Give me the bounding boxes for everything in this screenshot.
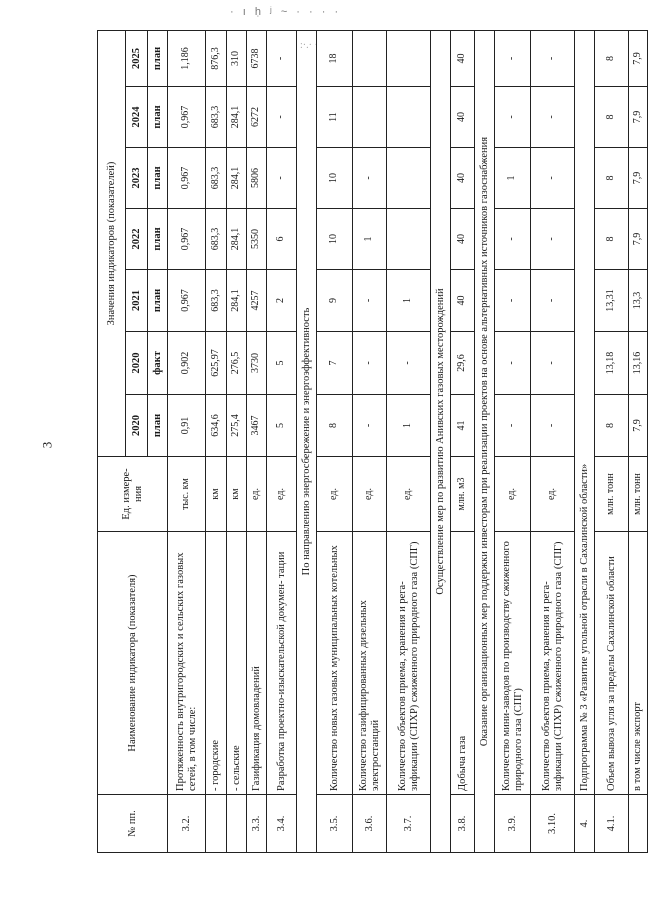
indicator-value: 13,31 <box>595 270 629 332</box>
indicator-value: - <box>495 395 531 457</box>
indicator-value: 1 <box>353 209 387 270</box>
indicator-value: 284,1 <box>227 209 247 270</box>
indicator-value: 7,9 <box>629 209 648 270</box>
table-row <box>317 31 353 853</box>
table-row <box>353 31 387 853</box>
indicator-value: 5 <box>267 332 297 395</box>
indicator-name: - сельские <box>227 532 247 795</box>
header-kind: план <box>148 395 168 457</box>
table-row <box>267 31 297 853</box>
rotated-table-wrapper <box>97 31 644 853</box>
row-number <box>227 795 247 853</box>
indicator-value: - <box>495 270 531 332</box>
row-number: 3.10. <box>531 795 575 853</box>
indicator-unit: млн. тонн <box>595 457 629 532</box>
indicator-value: 11 <box>317 87 353 148</box>
row-number: 3.2. <box>168 795 206 853</box>
indicator-value: 8 <box>595 148 629 209</box>
indicator-value: - <box>267 87 297 148</box>
indicator-value: - <box>495 332 531 395</box>
indicator-value: 683,3 <box>206 87 227 148</box>
indicator-value: 40 <box>451 209 475 270</box>
indicator-unit: км <box>227 457 247 532</box>
header-kind: план <box>148 31 168 87</box>
indicator-value: 41 <box>451 395 475 457</box>
indicator-value: 876,3 <box>206 31 227 87</box>
table-row <box>629 31 648 853</box>
indicator-value: 1 <box>387 270 431 332</box>
indicator-name: - городские <box>206 532 227 795</box>
indicator-value: 10 <box>317 148 353 209</box>
indicator-name: Количество мини-заводов по производству сжиженного природного газа (СПГ) <box>495 532 531 795</box>
indicator-value: 4257 <box>247 270 267 332</box>
row-number <box>629 795 648 853</box>
indicator-value: - <box>531 332 575 395</box>
indicator-value: 29,6 <box>451 332 475 395</box>
indicator-value: - <box>495 209 531 270</box>
row-number: 4. <box>575 795 595 853</box>
indicator-value: - <box>353 332 387 395</box>
indicator-name: Объем вывоза угля за пределы Сахалинской области <box>595 532 629 795</box>
indicator-value: 13,16 <box>629 332 648 395</box>
indicator-value: - <box>353 270 387 332</box>
indicator-name: Добыча газа <box>451 532 475 795</box>
indicator-unit: ед. <box>531 457 575 532</box>
indicator-name: Газификация домовладений <box>247 532 267 795</box>
indicator-value: 0,967 <box>168 209 206 270</box>
indicator-value: - <box>531 209 575 270</box>
table-row <box>431 31 451 853</box>
table-row <box>227 31 247 853</box>
indicator-value: 1 <box>387 395 431 457</box>
indicator-unit: ед. <box>247 457 267 532</box>
row-number: 3.3. <box>247 795 267 853</box>
header-kind: факт <box>148 332 168 395</box>
indicator-value: - <box>495 31 531 87</box>
indicator-value: - <box>495 87 531 148</box>
indicator-value <box>387 148 431 209</box>
indicator-value: 9 <box>317 270 353 332</box>
header-no: № пп. <box>98 795 168 853</box>
indicator-value: 3467 <box>247 395 267 457</box>
indicator-value: 7,9 <box>629 148 648 209</box>
indicator-value: 276,5 <box>227 332 247 395</box>
header-year: 2020 <box>126 395 148 457</box>
indicator-value: 5 <box>267 395 297 457</box>
table-row <box>247 31 267 853</box>
section-heading: Оказание организационных мер поддержки инвесторам при реализации проектов на основе альтернативных источников газоснабжения <box>475 31 495 853</box>
indicator-value: 683,3 <box>206 148 227 209</box>
indicator-value: 284,1 <box>227 270 247 332</box>
table-row <box>531 31 575 853</box>
indicator-value: 6272 <box>247 87 267 148</box>
indicator-value: 0,967 <box>168 148 206 209</box>
indicator-value: 10 <box>317 209 353 270</box>
indicator-value: 0,902 <box>168 332 206 395</box>
indicator-value: 683,3 <box>206 270 227 332</box>
indicator-name: в том числе экспорт <box>629 532 648 795</box>
indicator-value: 8 <box>595 209 629 270</box>
indicator-value: 8 <box>595 31 629 87</box>
indicator-value: 683,3 <box>206 209 227 270</box>
indicator-value: - <box>531 87 575 148</box>
indicator-value: 0,967 <box>168 270 206 332</box>
indicator-unit: ед. <box>267 457 297 532</box>
indicator-name: Количество газифицированных дизельных электростанций <box>353 532 387 795</box>
table-row <box>475 31 495 853</box>
header-values: Значения индикаторов (показателей) <box>98 31 126 457</box>
table-row <box>387 31 431 853</box>
indicator-value: 2 <box>267 270 297 332</box>
indicator-value <box>353 87 387 148</box>
indicator-value: 284,1 <box>227 148 247 209</box>
indicator-unit: ед. <box>353 457 387 532</box>
indicator-value <box>353 31 387 87</box>
indicator-value <box>387 31 431 87</box>
indicator-value: 0,967 <box>168 87 206 148</box>
indicator-value <box>387 87 431 148</box>
indicator-name: Количество объектов приема, хранения и рега- зификации (СПХР) сжиженного природного газа (СПГ) <box>387 532 431 795</box>
table-row <box>495 31 531 853</box>
indicator-value: - <box>353 395 387 457</box>
header-year: 2021 <box>126 270 148 332</box>
indicator-value: 8 <box>317 395 353 457</box>
indicator-unit: ед. <box>495 457 531 532</box>
header-year: 2022 <box>126 209 148 270</box>
indicator-value <box>387 209 431 270</box>
section-heading: По направлению энергосбережение и энергоэффективность <box>297 31 317 853</box>
indicator-unit: км <box>206 457 227 532</box>
indicator-value: 8 <box>595 87 629 148</box>
indicator-name: Разработка проектно-изыскательской докумен- тации <box>267 532 297 795</box>
indicator-value: - <box>267 31 297 87</box>
row-number: 3.7. <box>387 795 431 853</box>
indicator-value: 0,91 <box>168 395 206 457</box>
indicator-value: 13,3 <box>629 270 648 332</box>
scan-marks-2: :·.· · <box>300 40 318 51</box>
indicator-unit: ед. <box>317 457 353 532</box>
indicator-value: 8 <box>595 395 629 457</box>
row-number: 3.4. <box>267 795 297 853</box>
header-name: Наименование индикатора (показателя) <box>98 532 168 795</box>
program-heading: Подпрограмма № 3 «Развитие угольной отрасли в Сахалинской области» <box>575 31 595 795</box>
indicator-value: 275,4 <box>227 395 247 457</box>
indicator-name: Протяженность внутригородских и сельских газовых сетей, в том числе: <box>168 532 206 795</box>
row-number: 3.8. <box>451 795 475 853</box>
indicator-value: 1 <box>495 148 531 209</box>
row-number: 4.1. <box>595 795 629 853</box>
indicator-value: 6 <box>267 209 297 270</box>
indicator-value: 310 <box>227 31 247 87</box>
row-number <box>206 795 227 853</box>
header-kind: план <box>148 87 168 148</box>
indicator-value: 40 <box>451 270 475 332</box>
indicator-value: 284,1 <box>227 87 247 148</box>
header-kind: план <box>148 270 168 332</box>
indicator-value: 13,18 <box>595 332 629 395</box>
indicator-name: Количество объектов приема, хранения и рега- зификации (СПХР) сжиженного природного газа (СПГ) <box>531 532 575 795</box>
indicator-value: - <box>531 148 575 209</box>
indicator-value: - <box>531 395 575 457</box>
indicator-value: - <box>531 31 575 87</box>
indicator-value: 7,9 <box>629 87 648 148</box>
indicator-value: 7,9 <box>629 31 648 87</box>
row-number: 3.5. <box>317 795 353 853</box>
table-row <box>168 31 206 853</box>
table-row <box>575 31 595 853</box>
indicator-value: 6738 <box>247 31 267 87</box>
table-row <box>451 31 475 853</box>
indicator-value: 40 <box>451 148 475 209</box>
indicator-value: 40 <box>451 87 475 148</box>
indicator-value: 634,6 <box>206 395 227 457</box>
indicator-value: 3730 <box>247 332 267 395</box>
header-kind: план <box>148 148 168 209</box>
section-heading: Осуществление мер по развитию Анивских газовых месторождений <box>431 31 451 853</box>
header-year: 2020 <box>126 332 148 395</box>
page-number: 3 <box>39 441 55 449</box>
indicator-unit: тыс. км <box>168 457 206 532</box>
indicator-name: Количество новых газовых муниципальных котельных <box>317 532 353 795</box>
header-kind: план <box>148 209 168 270</box>
indicator-value: 7 <box>317 332 353 395</box>
table-row <box>595 31 629 853</box>
header-year: 2023 <box>126 148 148 209</box>
indicator-value: 1,186 <box>168 31 206 87</box>
indicator-unit: млн. тонн <box>629 457 648 532</box>
row-number: 3.6. <box>353 795 387 853</box>
scan-marks: · ı ḥ ʲ ~ · · · · <box>230 6 342 18</box>
indicator-value: - <box>531 270 575 332</box>
table-row <box>206 31 227 853</box>
indicator-value: 625,97 <box>206 332 227 395</box>
indicator-unit: млн. м3 <box>451 457 475 532</box>
row-number: 3.9. <box>495 795 531 853</box>
indicator-value: 7,9 <box>629 395 648 457</box>
indicator-unit: ед. <box>387 457 431 532</box>
indicators-table <box>97 30 648 853</box>
table-row <box>297 31 317 853</box>
indicator-value: 18 <box>317 31 353 87</box>
indicator-value: - <box>267 148 297 209</box>
indicator-value: - <box>387 332 431 395</box>
indicator-value: 5806 <box>247 148 267 209</box>
indicator-value: 5350 <box>247 209 267 270</box>
header-unit: Ед. измере- ния <box>98 457 168 532</box>
indicator-value: 40 <box>451 31 475 87</box>
header-year: 2024 <box>126 87 148 148</box>
indicator-value: - <box>353 148 387 209</box>
header-year: 2025 <box>126 31 148 87</box>
